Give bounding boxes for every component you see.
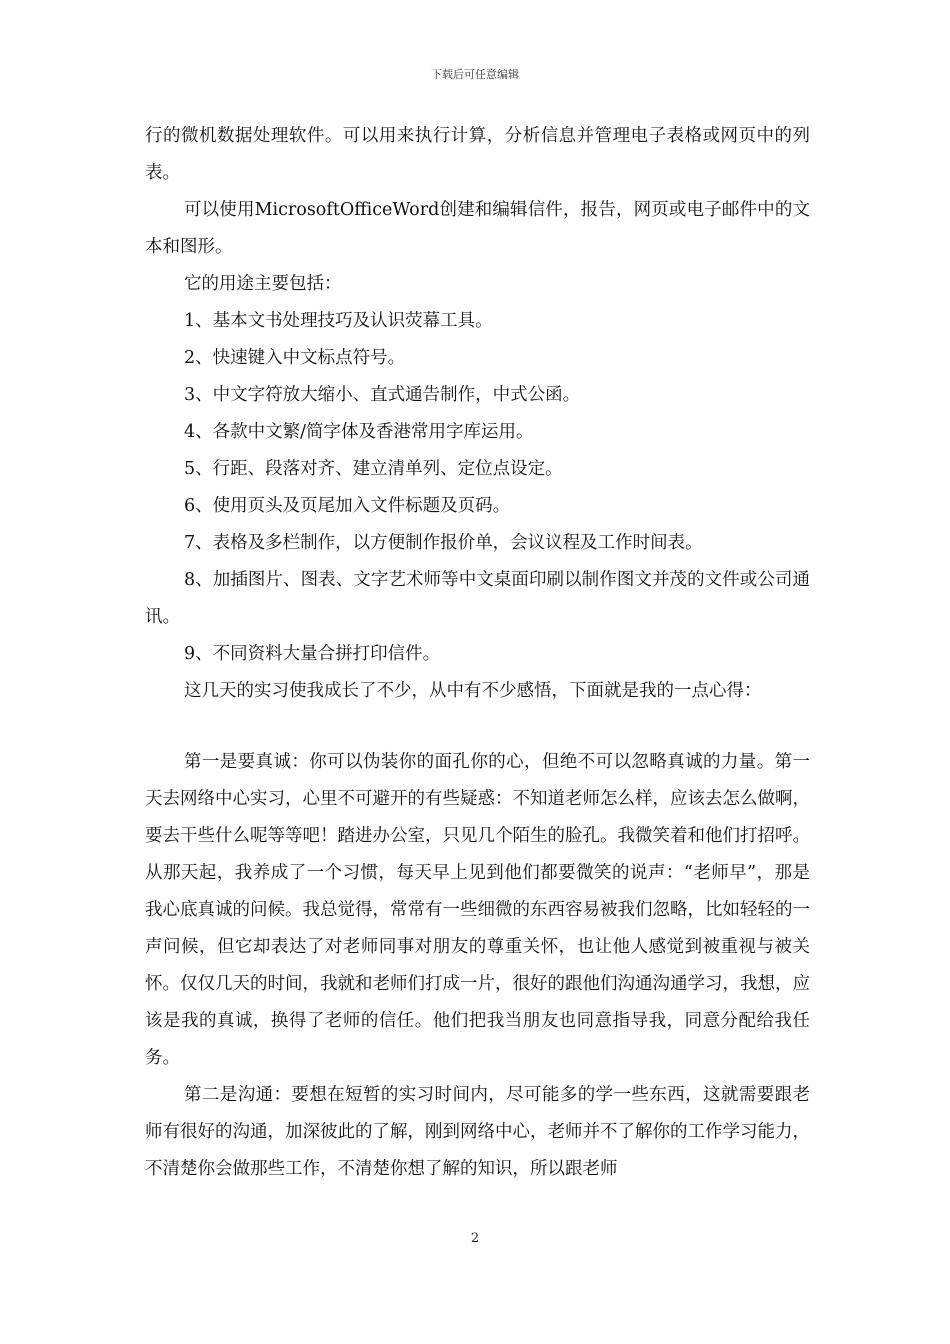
list-item-1: 1、基本文书处理技巧及认识荧幕工具。: [184, 311, 493, 331]
paragraph-word-intro: 可以使用MicrosoftOfficeWord创建和编辑信件，报告，网页或电子邮件中的文本和图形。: [145, 200, 810, 257]
list-item-9: 9、不同资料大量合拼打印信件。: [184, 644, 441, 664]
list-item-8: 8、加插图片、图表、文字艺术师等中文桌面印刷以制作图文并茂的文件或公司通讯。: [145, 570, 810, 627]
paragraph-sincerity: 第一是要真诚：你可以伪装你的面孔你的心，但绝不可以忽略真诚的力量。第一天去网络中心实习，心里不可避开的有些疑惑：不知道老师怎么样，应该去怎么做啊，要去干些什么呢等等吧！踏进办公室，只见几个陌生的脸孔。我微笑着和他们打招呼。从那天起，我养成了一个习惯，每天早上见到他们都要微笑的说声：“老师早”，那是我心底真诚的问候。我总觉得，常常有一些细微的东西容易被我们忽略，比如轻轻的一声问候，但它却表达了对老师同事对朋友的尊重关怀，也让他人感觉到被重视与被关怀。仅仅几天的时间，我就和老师们打成一片，很好的跟他们沟通沟通学习，我想，应该是我的真诚，换得了老师的信任。他们把我当朋友也同意指导我，同意分配给我任务。: [145, 752, 810, 1068]
list-item-5: 5、行距、段落对齐、建立清单列、定位点设定。: [184, 459, 563, 479]
list-item-4: 4、各款中文繁/简字体及香港常用字库运用。: [184, 422, 534, 442]
paragraph-spacer: [145, 710, 810, 744]
paragraph-continuation: 行的微机数据处理软件。可以用来执行计算，分析信息并管理电子表格或网页中的列表。: [145, 126, 810, 183]
paragraph-uses-heading: 它的用途主要包括：: [184, 274, 342, 294]
list-item-7: 7、表格及多栏制作，以方便制作报价单，会议议程及工作时间表。: [184, 533, 703, 553]
list-item-6: 6、使用页头及页尾加入文件标题及页码。: [184, 496, 511, 516]
paragraph-communication: 第二是沟通：要想在短暂的实习时间内，尽可能多的学一些东西，这就需要跟老师有很好的沟通，加深彼此的了解，刚到网络中心，老师并不了解你的工作学习能力，不清楚你会做那些工作，不清楚你想了解的知识，所以跟老师: [145, 1085, 810, 1179]
document-body: [145, 118, 810, 1188]
list-item-3: 3、中文字符放大缩小、直式通告制作，中式公函。: [184, 385, 581, 405]
paragraph-reflection-intro: 这几天的实习使我成长了不少，从中有不少感悟，下面就是我的一点心得：: [184, 681, 762, 701]
page-header: 下载后可任意编辑: [431, 68, 519, 81]
page-number: 2: [470, 1231, 480, 1246]
list-item-2: 2、快速键入中文标点符号。: [184, 348, 406, 368]
